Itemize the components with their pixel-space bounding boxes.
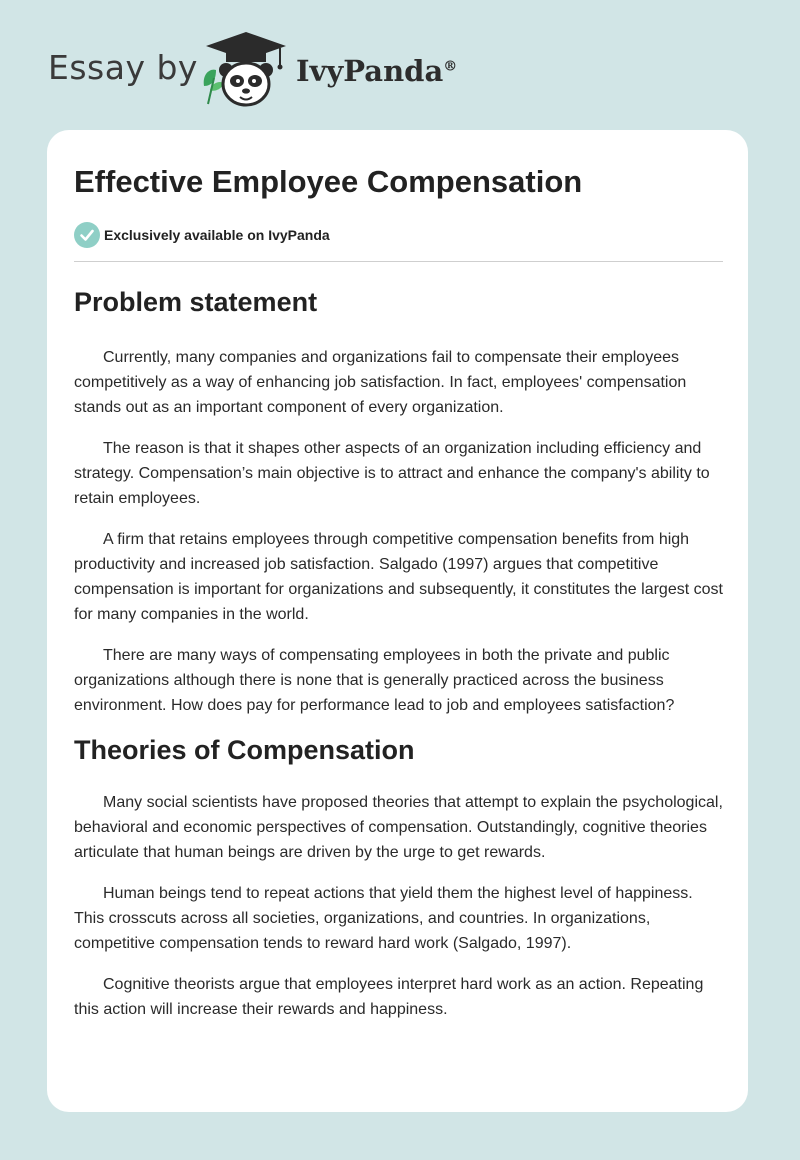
brand-name: IvyPanda®	[296, 54, 458, 88]
availability-text: Exclusively available on IvyPanda	[104, 227, 330, 243]
availability-badge	[74, 222, 474, 248]
page-title: Effective Employee Compensation	[74, 164, 583, 199]
site-header	[48, 30, 568, 110]
paragraph: Currently, many companies and organizations fail to compensate their employees competitively as a way of enhancing job satisfaction. In fact, employees' compensation stands out as an important component of every organization.	[74, 349, 687, 416]
brand-prefix: Essay by	[48, 48, 198, 87]
section-heading-problem-statement: Problem statement	[74, 287, 318, 317]
paragraph: Many social scientists have proposed theories that attempt to explain the psychological, behavioral and economic perspectives of compensation. Outstandingly, cognitive theories articulate that human beings are driven by the urge to get rewards.	[74, 794, 723, 861]
section-heading-theories-of-compensation: Theories of Compensation	[74, 735, 415, 765]
paragraph: The reason is that it shapes other aspects of an organization including efficiency and strategy. Compensation’s main objective is to attract and enhance the company's ability to retain employees.	[74, 440, 710, 507]
ivypanda-logo-icon	[200, 30, 292, 110]
check-circle-icon	[74, 222, 100, 248]
paragraph: A firm that retains employees through competitive compensation benefits from high productivity and increased job satisfaction. Salgado (1997) argues that competitive compensation is important for organizations and subsequently, it constitutes the largest cost for many companies in the world.	[74, 531, 723, 623]
paragraph: There are many ways of compensating employees in both the private and public organizations although there is none that is generally practiced across the business environment. How does pay for performance lead to job and employees satisfaction?	[74, 647, 675, 714]
essay-body	[74, 280, 723, 1022]
essay-card	[47, 130, 748, 1112]
paragraph: Cognitive theorists argue that employees interpret hard work as an action. Repeating this action will increase their rewards and happiness.	[74, 976, 704, 1018]
paragraph: Human beings tend to repeat actions that yield them the highest level of happiness. This crosscuts across all societies, organizations, and countries. In organizations, competitive compensation tends to reward hard work (Salgado, 1997).	[74, 885, 693, 952]
title-divider	[74, 261, 723, 262]
